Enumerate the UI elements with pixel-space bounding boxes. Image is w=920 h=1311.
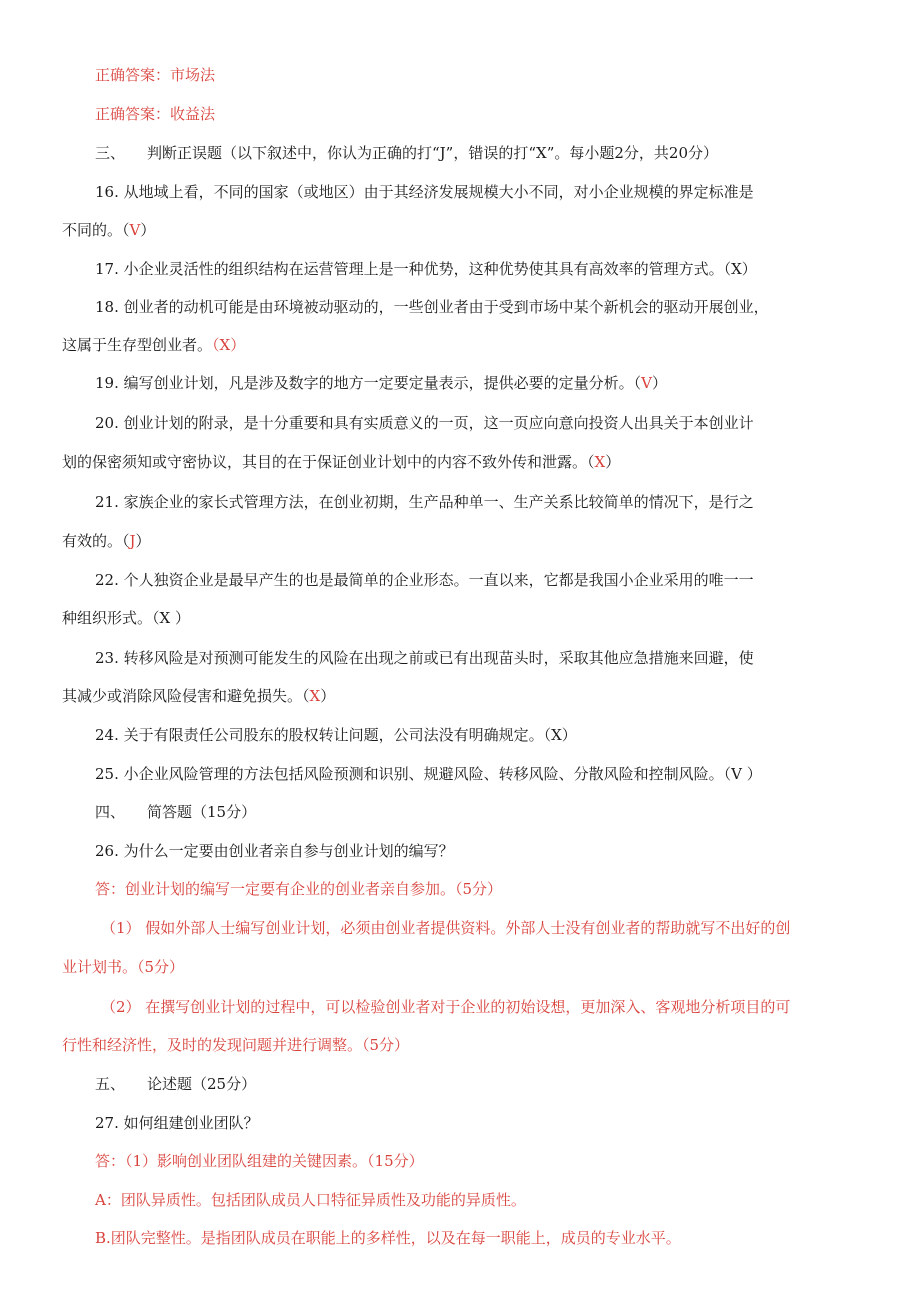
question-16-answer: V [129, 221, 141, 239]
question-21-line2 [62, 531, 151, 551]
question-20-line2 [62, 452, 620, 472]
question-19-close: ） [651, 374, 667, 392]
section-5-title: 论述题（25分） [147, 1075, 257, 1093]
question-20-text: 划的保密须知或守密协议，其目的在于保证创业计划中的内容不致外传和泄露。（ [62, 453, 595, 471]
question-18-answer: （X） [212, 336, 246, 354]
section-3-heading [95, 143, 718, 163]
question-19-answer: V [641, 374, 652, 392]
section-5-heading [95, 1074, 256, 1094]
answer-26-point2-line2: 行性和经济性，及时的发现问题并进行调整。（5分） [62, 1036, 410, 1054]
question-23-close: ） [320, 687, 336, 705]
correct-answer-2: 正确答案：收益法 [95, 105, 216, 123]
question-23-line1: 23. 转移风险是对预测可能发生的风险在出现之前或已有出现苗头时，采取其他应急措施来回避，使 [95, 649, 754, 667]
question-21-line1: 21. 家族企业的家长式管理方法，在创业初期，生产品种单一、生产关系比较简单的情况下，是行之 [95, 493, 754, 511]
question-27: 27. 如何组建创业团队？ [95, 1114, 259, 1132]
question-20-close: ） [605, 453, 621, 471]
answer-26-point1-line1: （1） 假如外部人士编写创业计划，必须由创业者提供资料。外部人士没有创业者的帮助就写不出好的创 [101, 919, 791, 937]
question-26: 26. 为什么一定要由创业者亲自参与创业计划的编写？ [95, 842, 454, 860]
correct-answer-1: 正确答案：市场法 [95, 66, 216, 84]
answer-26-intro: 答：创业计划的编写一定要有企业的创业者亲自参加。（5分） [95, 880, 503, 898]
question-16-close: ） [140, 221, 156, 239]
section-5-number: 五、 [95, 1075, 126, 1093]
question-19-text: 19. 编写创业计划，凡是涉及数字的地方一定要定量表示，提供必要的定量分析。（ [95, 374, 642, 392]
question-23-line2 [62, 686, 335, 706]
section-3-number: 三、 [95, 144, 126, 162]
question-23-answer: X [309, 687, 321, 705]
section-4-heading [95, 802, 256, 822]
question-20-answer: X [594, 453, 606, 471]
question-18-line1: 18. 创业者的动机可能是由环境被动驱动的，一些创业者由于受到市场中某个新机会的驱动开展创业， [95, 298, 769, 316]
answer-26-point2-line1: （2） 在撰写创业计划的过程中，可以检验创业者对于企业的初始设想，更加深入、客观地分析项目的可 [101, 998, 791, 1016]
question-16-line2 [62, 220, 155, 240]
question-21-close: ） [135, 532, 151, 550]
question-23-text: 其减少或消除风险侵害和避免损失。（ [62, 687, 310, 705]
question-25: 25. 小企业风险管理的方法包括风险预测和识别、规避风险、转移风险、分散风险和控制风险。（V ） [95, 765, 762, 783]
question-16-text: 不同的。（ [62, 221, 130, 239]
question-22-line1: 22. 个人独资企业是最早产生的也是最简单的企业形态。一直以来，它都是我国小企业采用的唯一一 [95, 571, 754, 589]
section-3-title: 判断正误题（以下叙述中，你认为正确的打“J”，错误的打“X”。每小题2分，共20分） [147, 144, 718, 162]
question-17: 17. 小企业灵活性的组织结构在运营管理上是一种优势，这种优势使其具有高效率的管理方式。（X） [95, 260, 757, 278]
question-18-line2 [62, 335, 245, 355]
question-20-line1: 20. 创业计划的附录，是十分重要和具有实质意义的一页，这一页应向意向投资人出具关于本创业计 [95, 414, 754, 432]
question-16-line1: 16. 从地域上看，不同的国家（或地区）由于其经济发展规模大小不同，对小企业规模的界定标准是 [95, 183, 754, 201]
question-21-answer: J [129, 532, 136, 550]
answer-27-point-b: B.团队完整性。是指团队成员在职能上的多样性，以及在每一职能上，成员的专业水平。 [95, 1229, 681, 1247]
question-21-text: 有效的。（ [62, 532, 130, 550]
question-19 [95, 373, 667, 393]
answer-27-point-a: A：团队异质性。包括团队成员人口特征异质性及功能的异质性。 [95, 1191, 526, 1209]
answer-27-intro: 答：（1）影响创业团队组建的关键因素。（15分） [95, 1152, 424, 1170]
section-4-title: 简答题（15分） [147, 803, 257, 821]
answer-26-point1-line2: 业计划书。（5分） [62, 958, 185, 976]
question-22-line2: 种组织形式。（X ） [62, 609, 190, 627]
question-18-text: 这属于生存型创业者。 [62, 336, 213, 354]
question-24: 24. 关于有限责任公司股东的股权转让问题，公司法没有明确规定。（X） [95, 726, 577, 744]
section-4-number: 四、 [95, 803, 126, 821]
